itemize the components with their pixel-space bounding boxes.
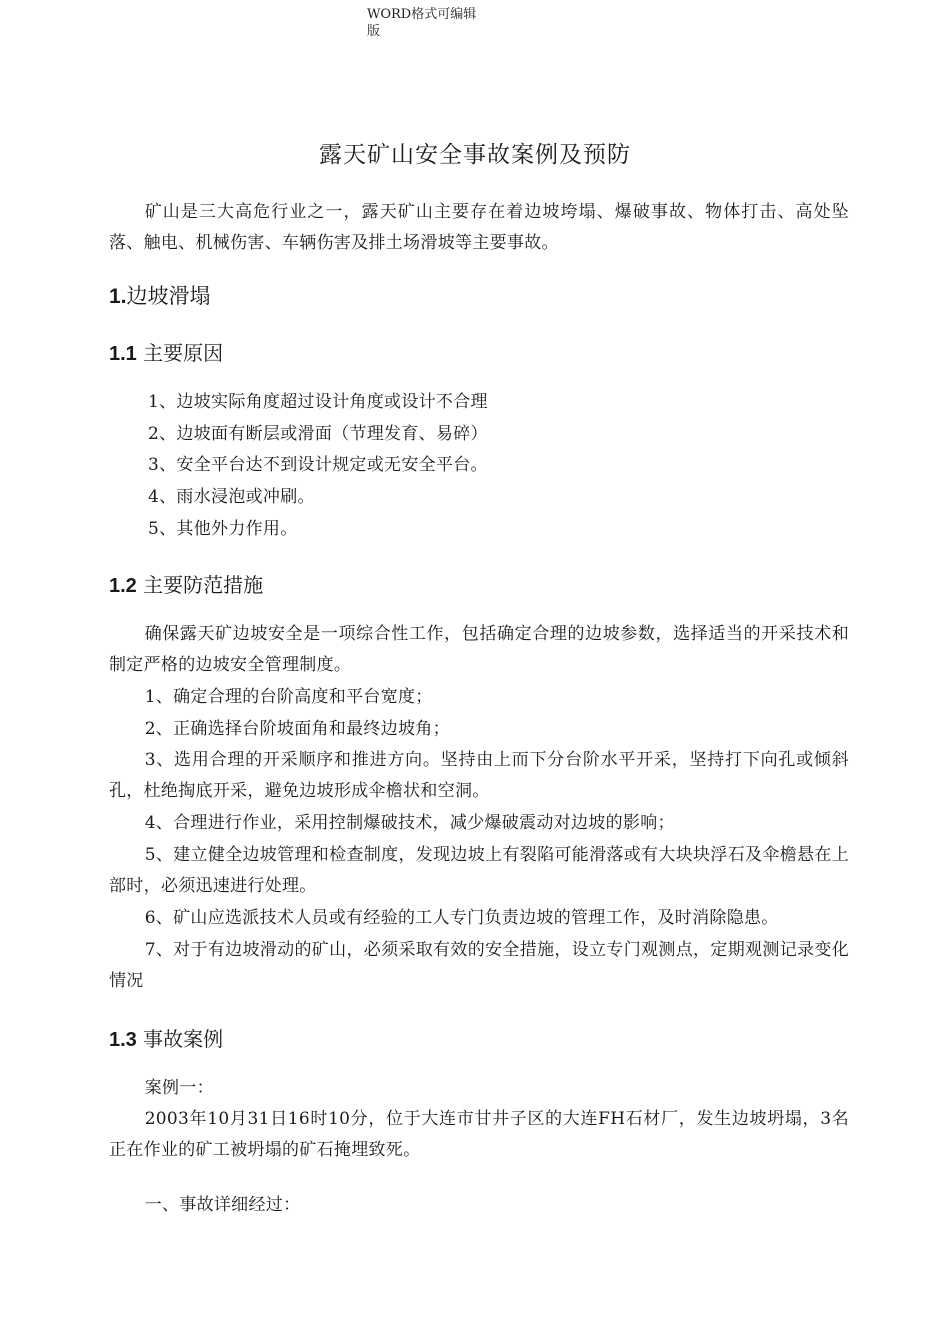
- body-paragraph: 5、建立健全边坡管理和检查制度，发现边坡上有裂陷可能滑落或有大块块浮石及伞檐悬在上部时，必须迅速进行处理。: [109, 845, 849, 896]
- intro-paragraph: 矿山是三大高危行业之一，露天矿山主要存在着边坡垮塌、爆破事故、物体打击、高处坠落、触电、机械伤害、车辆伤害及排土场滑坡等主要事故。: [109, 202, 849, 253]
- section-heading-1-1: [109, 337, 223, 366]
- section-number: 1.3: [109, 1029, 137, 1051]
- section-heading-1-3: [109, 1023, 223, 1052]
- list-item: 3、安全平台达不到设计规定或无安全平台。: [148, 455, 488, 475]
- list-item: 2、边坡面有断层或滑面（节理发育、易碎）: [148, 424, 488, 444]
- body-paragraph: 7、对于有边坡滑动的矿山，必须采取有效的安全措施，设立专门观测点，定期观测记录变化情况: [109, 940, 849, 991]
- section-heading-1: [109, 280, 211, 310]
- section-title: 边坡滑塌: [126, 284, 211, 308]
- body-paragraph: 3、选用合理的开采顺序和推进方向。坚持由上而下分台阶水平开采，坚持打下向孔或倾斜孔，杜绝掏底开采，避免边坡形成伞檐状和空洞。: [109, 750, 849, 801]
- body-paragraph: 1、确定合理的台阶高度和平台宽度；: [144, 687, 433, 707]
- section-number: 1.1: [109, 343, 137, 365]
- section-number: 1.2: [109, 575, 137, 597]
- detail-heading: 一、事故详细经过：: [144, 1195, 301, 1215]
- section-title: 事故案例: [143, 1027, 224, 1051]
- section-heading-1-2: [109, 569, 263, 598]
- document-title: 露天矿山安全事故案例及预防: [319, 142, 631, 168]
- body-paragraph: 确保露天矿边坡安全是一项综合性工作，包括确定合理的边坡参数，选择适当的开采技术和制定严格的边坡安全管理制度。: [109, 624, 849, 675]
- body-paragraph: 2、正确选择台阶坡面角和最终边坡角；: [144, 719, 450, 739]
- header-note: WORD格式可编辑版: [367, 7, 477, 39]
- list-item: 1、边坡实际角度超过设计角度或设计不合理: [148, 392, 488, 412]
- section-title: 主要防范措施: [143, 573, 264, 597]
- list-item: 4、雨水浸泡或冲刷。: [148, 487, 315, 507]
- section-title: 主要原因: [143, 341, 224, 365]
- case-paragraph: 2003年10月31日16时10分，位于大连市甘井子区的大连FH石材厂，发生边坡坍塌，3名正在作业的矿工被坍塌的矿石掩埋致死。: [109, 1109, 849, 1160]
- body-paragraph: 4、合理进行作业，采用控制爆破技术，减少爆破震动对边坡的影响；: [144, 813, 675, 833]
- section-number: 1.: [109, 285, 127, 308]
- list-item: 5、其他外力作用。: [148, 519, 298, 539]
- case-label: 案例一：: [144, 1078, 214, 1098]
- body-paragraph: 6、矿山应选派技术人员或有经验的工人专门负责边坡的管理工作，及时消除隐患。: [144, 908, 779, 928]
